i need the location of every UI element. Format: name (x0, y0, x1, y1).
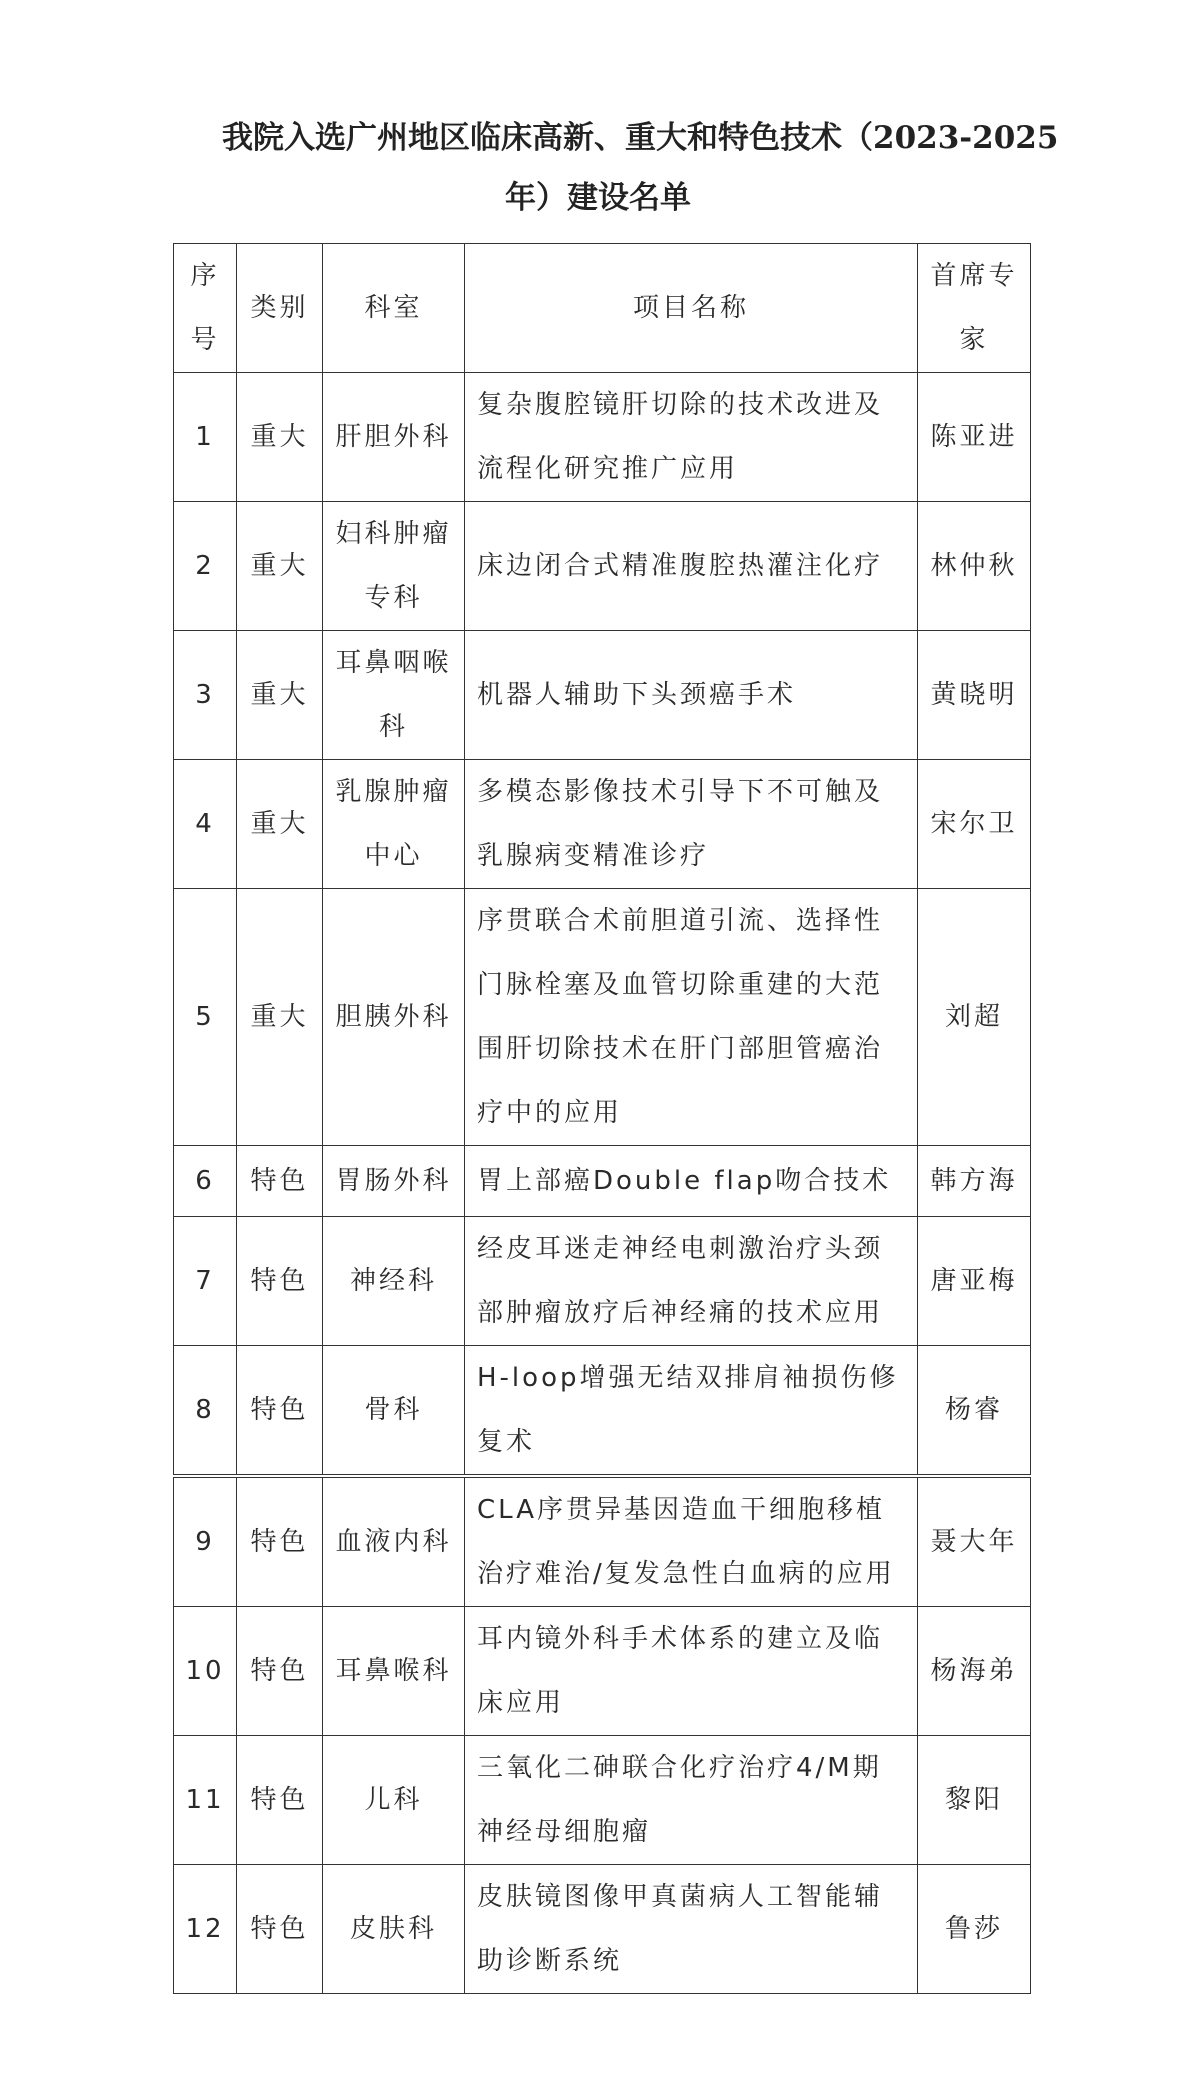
cell-category: 特色 (237, 1217, 323, 1346)
table-body-page-1 (174, 373, 1031, 1475)
cell-project: 序贯联合术前胆道引流、选择性门脉栓塞及血管切除重建的大范围肝切除技术在肝门部胆管癌治疗中的应用 (465, 889, 918, 1146)
cell-expert: 杨睿 (918, 1346, 1031, 1475)
cell-department: 胆胰外科 (323, 889, 465, 1146)
cell-expert: 刘超 (918, 889, 1031, 1146)
cell-expert: 黎阳 (918, 1736, 1031, 1865)
cell-category: 特色 (237, 1346, 323, 1475)
cell-expert: 陈亚进 (918, 373, 1031, 502)
cell-category: 特色 (237, 1607, 323, 1736)
cell-category: 重大 (237, 760, 323, 889)
cell-department: 肝胆外科 (323, 373, 465, 502)
cell-project: 三氧化二砷联合化疗治疗4/M期神经母细胞瘤 (465, 1736, 918, 1865)
cell-no: 3 (174, 631, 237, 760)
table-row (174, 1865, 1031, 1994)
cell-expert: 韩方海 (918, 1146, 1031, 1217)
cell-department: 儿科 (323, 1736, 465, 1865)
cell-expert: 聂大年 (918, 1478, 1031, 1607)
cell-project: 复杂腹腔镜肝切除的技术改进及流程化研究推广应用 (465, 373, 918, 502)
table-row (174, 502, 1031, 631)
header-project: 项目名称 (465, 244, 918, 373)
cell-no: 1 (174, 373, 237, 502)
cell-no: 9 (174, 1478, 237, 1607)
cell-no: 11 (174, 1736, 237, 1865)
cell-no: 10 (174, 1607, 237, 1736)
cell-project: 机器人辅助下头颈癌手术 (465, 631, 918, 760)
table-row (174, 1146, 1031, 1217)
cell-no: 7 (174, 1217, 237, 1346)
table-row (174, 631, 1031, 760)
cell-category: 重大 (237, 502, 323, 631)
cell-project: 胃上部癌Double flap吻合技术 (465, 1146, 918, 1217)
table-row (174, 889, 1031, 1146)
cell-category: 特色 (237, 1865, 323, 1994)
table-row (174, 1736, 1031, 1865)
cell-department: 神经科 (323, 1217, 465, 1346)
cell-no: 8 (174, 1346, 237, 1475)
table-row (174, 1217, 1031, 1346)
cell-project: 皮肤镜图像甲真菌病人工智能辅助诊断系统 (465, 1865, 918, 1994)
cell-department: 血液内科 (323, 1478, 465, 1607)
cell-category: 特色 (237, 1478, 323, 1607)
tech-list-table-page-2 (173, 1477, 1031, 1994)
cell-category: 重大 (237, 373, 323, 502)
cell-no: 6 (174, 1146, 237, 1217)
cell-project: 床边闭合式精准腹腔热灌注化疗 (465, 502, 918, 631)
cell-expert: 杨海弟 (918, 1607, 1031, 1736)
cell-department: 耳鼻咽喉科 (323, 631, 465, 760)
cell-expert: 唐亚梅 (918, 1217, 1031, 1346)
cell-no: 12 (174, 1865, 237, 1994)
title-line-2: 年）建设名单 (505, 180, 691, 216)
title-line-1: 我院入选广州地区临床高新、重大和特色技术（2023-2025 (222, 120, 1059, 156)
cell-department: 妇科肿瘤专科 (323, 502, 465, 631)
cell-department: 骨科 (323, 1346, 465, 1475)
table-header-row (174, 244, 1031, 373)
cell-expert: 鲁莎 (918, 1865, 1031, 1994)
cell-category: 特色 (237, 1736, 323, 1865)
cell-no: 5 (174, 889, 237, 1146)
table-row (174, 760, 1031, 889)
cell-project: 多模态影像技术引导下不可触及乳腺病变精准诊疗 (465, 760, 918, 889)
cell-category: 特色 (237, 1146, 323, 1217)
cell-department: 皮肤科 (323, 1865, 465, 1994)
header-expert: 首席专 家 (918, 244, 1031, 373)
table-row (174, 1478, 1031, 1607)
cell-department: 胃肠外科 (323, 1146, 465, 1217)
table-row (174, 373, 1031, 502)
cell-project: CLA序贯异基因造血干细胞移植治疗难治/复发急性白血病的应用 (465, 1478, 918, 1607)
cell-expert: 林仲秋 (918, 502, 1031, 631)
cell-expert: 宋尔卫 (918, 760, 1031, 889)
header-no: 序 号 (174, 244, 237, 373)
table-row (174, 1607, 1031, 1736)
cell-no: 4 (174, 760, 237, 889)
cell-project: 经皮耳迷走神经电刺激治疗头颈部肿瘤放疗后神经痛的技术应用 (465, 1217, 918, 1346)
cell-expert: 黄晓明 (918, 631, 1031, 760)
cell-project: H-loop增强无结双排肩袖损伤修复术 (465, 1346, 918, 1475)
cell-department: 耳鼻喉科 (323, 1607, 465, 1736)
cell-no: 2 (174, 502, 237, 631)
cell-department: 乳腺肿瘤中心 (323, 760, 465, 889)
header-category: 类别 (237, 244, 323, 373)
tech-list-table-page-1 (173, 243, 1031, 1475)
table-body-page-2 (174, 1478, 1031, 1994)
cell-category: 重大 (237, 889, 323, 1146)
header-department: 科室 (323, 244, 465, 373)
cell-project: 耳内镜外科手术体系的建立及临床应用 (465, 1607, 918, 1736)
table-row (174, 1346, 1031, 1475)
cell-category: 重大 (237, 631, 323, 760)
